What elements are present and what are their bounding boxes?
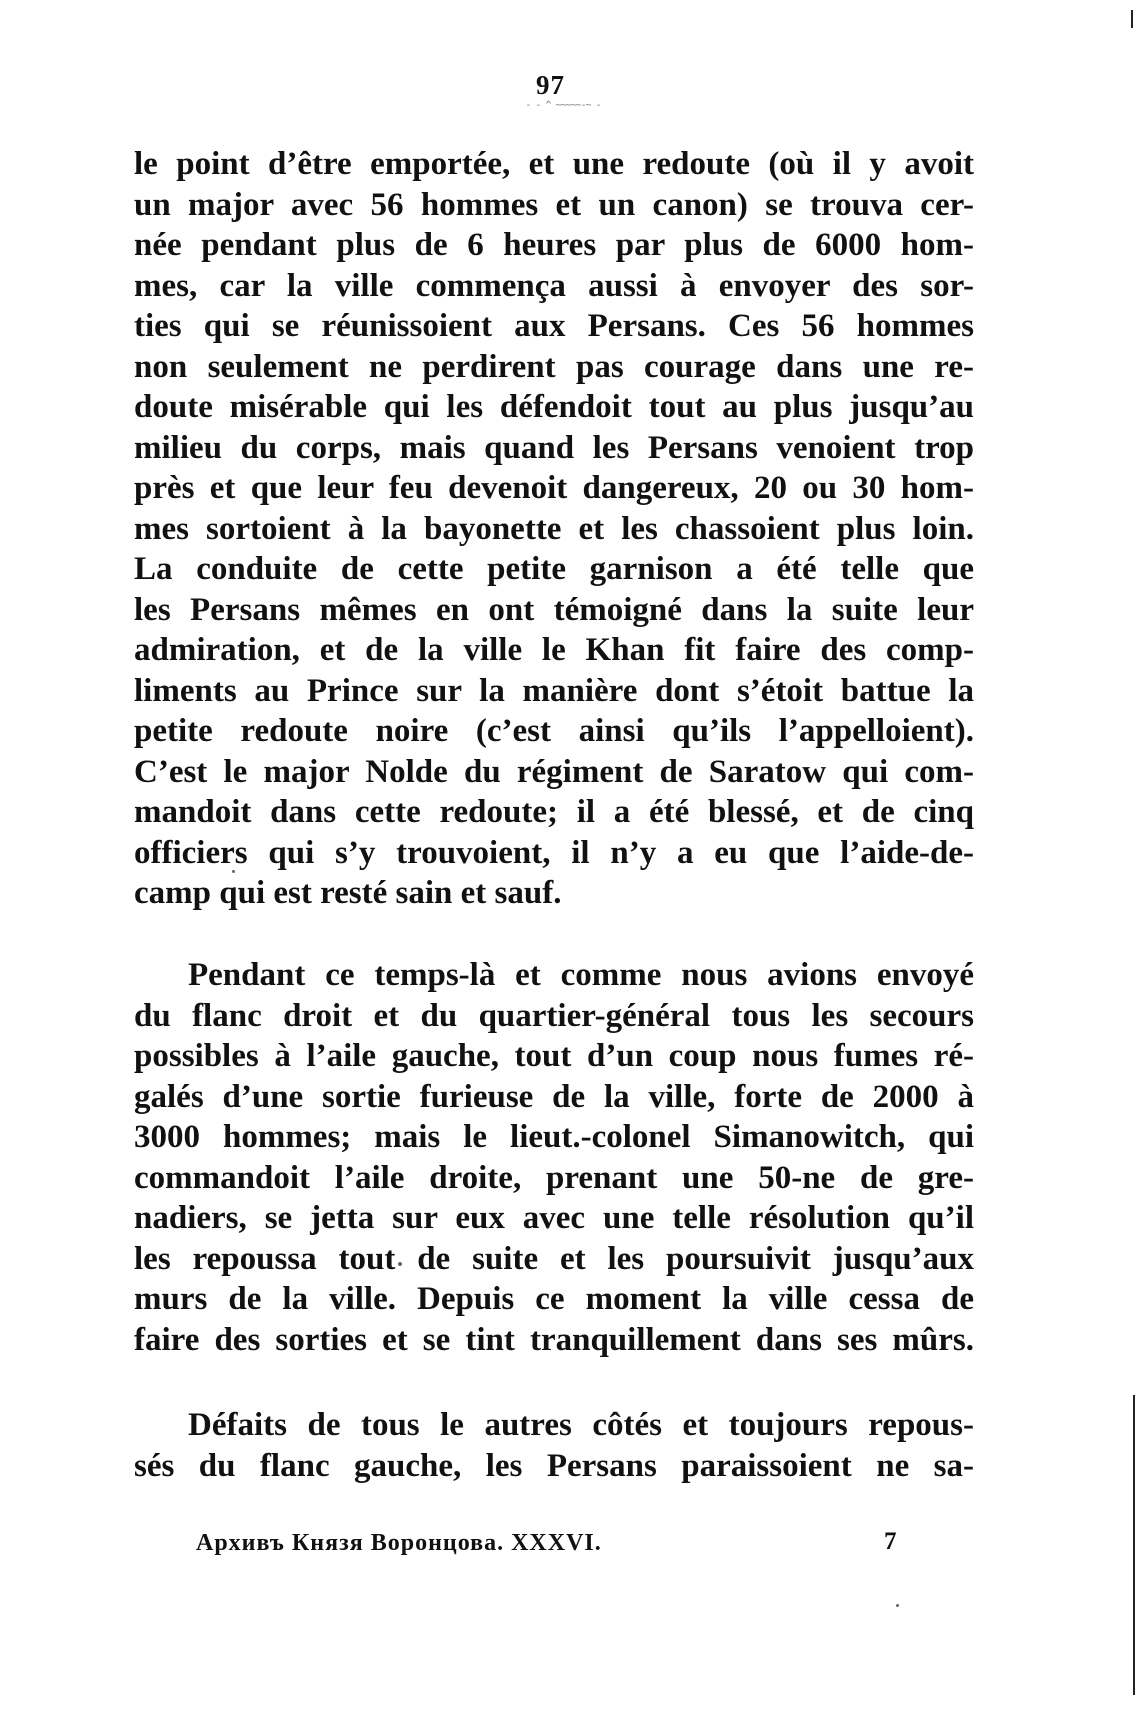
text-line: un major avec 56 hommes et un canon) se trouva cer- [134, 186, 974, 223]
text-line: 3000 hommes; mais le lieut.-colonel Simanowitch, qui [134, 1119, 974, 1155]
text-line: officiers qui s’y trouvoient, il n’y a eu que l’aide-de- [134, 834, 974, 871]
text-line: près et que leur feu devenoit dangereux, 20 ou 30 hom- [134, 470, 974, 506]
text-line: galés d’une sortie furieuse de la ville, forte de 2000 à [134, 1078, 974, 1115]
text-line: le point d’être emportée, et une redoute (où il y avoit [134, 146, 974, 182]
text-line: les repoussa tout de suite et les poursuivit jusqu’aux [134, 1240, 974, 1277]
text-line: mes, car la ville commença aussi à envoyer des sor- [134, 267, 974, 304]
text-line: admiration, et de la ville le Khan fit faire des comp- [134, 632, 974, 668]
text-line: non seulement ne perdirent pas courage dans une re- [134, 348, 974, 385]
scan-edge-mark-right [1133, 1395, 1135, 1695]
text-line: La conduite de cette petite garnison a été telle que [134, 551, 974, 587]
paragraph-3 [134, 1405, 974, 1486]
text-line: petite redoute noire (c’est ainsi qu’ils l’appelloient). [134, 713, 974, 749]
text-line: nadiers, se jetta sur eux avec une telle résolution qu’il [134, 1200, 974, 1236]
header-ornament: - - ^ ~~~~~-~ - [525, 100, 601, 111]
text-line: mes sortoient à la bayonette et les chassoient plus loin. [134, 510, 974, 547]
text-line: Pendant ce temps-là et comme nous avions envoyé [188, 957, 974, 993]
text-line: du flanc droit et du quartier-général tous les secours [134, 997, 974, 1034]
text-line: murs de la ville. Depuis ce moment la ville cessa de [134, 1281, 974, 1317]
scan-edge-mark-top [1131, 10, 1133, 28]
text-line: faire des sorties et se tint tranquillement dans ses mûrs. [134, 1321, 974, 1358]
text-line: possibles à l’aile gauche, tout d’un coup nous fumes ré- [134, 1038, 974, 1074]
signature-mark: 7 [884, 1528, 897, 1555]
paragraph-1 [134, 144, 974, 914]
text-line: milieu du corps, mais quand les Persans venoient trop [134, 429, 974, 466]
text-line: née pendant plus de 6 heures par plus de 6000 hom- [134, 227, 974, 263]
text-line: mandoit dans cette redoute; il a été blessé, et de cinq [134, 794, 974, 830]
text-line: camp qui est resté sain et sauf. [134, 875, 562, 911]
footer-title: Архивъ Князя Воронцова. XXXVI. [196, 1530, 602, 1556]
print-speck [896, 1604, 899, 1607]
text-line: commandoit l’aile droite, prenant une 50-ne de gre- [134, 1159, 974, 1196]
text-line: C’est le major Nolde du régiment de Saratow qui com- [134, 753, 974, 790]
text-line: les Persans mêmes en ont témoigné dans la suite leur [134, 591, 974, 628]
text-line: liments au Prince sur la manière dont s’étoit battue la [134, 672, 974, 709]
text-line: doute misérable qui les défendoit tout au plus jusqu’au [134, 389, 974, 425]
page-number: 97 [536, 70, 565, 100]
text-line: sés du flanc gauche, les Persans paraissoient ne sa- [134, 1447, 974, 1484]
paragraph-2 [134, 955, 974, 1360]
text-line: ties qui se réunissoient aux Persans. Ces 56 hommes [134, 308, 974, 344]
text-line: Défaits de tous le autres côtés et toujours repous- [188, 1407, 974, 1443]
